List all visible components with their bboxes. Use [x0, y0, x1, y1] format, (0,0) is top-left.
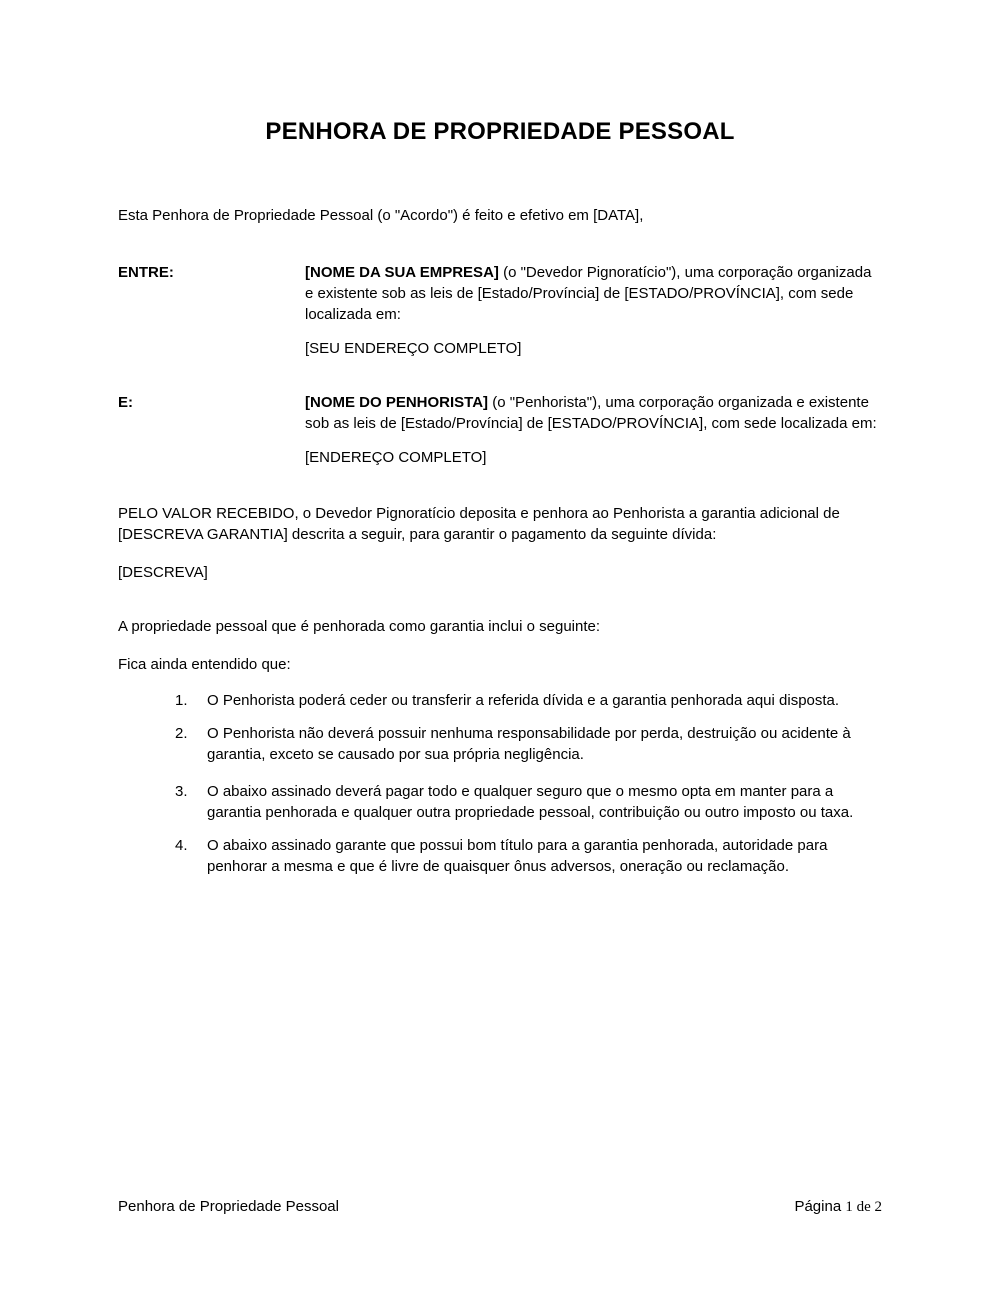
- property-clause: A propriedade pessoal que é penhorada como garantia inclui o seguinte:: [118, 618, 601, 635]
- party-e-row: [118, 392, 882, 434]
- party-e-text: (o "Penhorista"), uma corporação organizada e existente sob as leis de [Estado/Província] de [ESTADO/PROVÍNCIA], com sede localizada em:: [305, 394, 877, 432]
- document-content: [118, 0, 882, 877]
- list-item-text: O abaixo assinado deverá pagar todo e qualquer seguro que o mesmo opta em manter para a garantia penhorada e qualquer outra propriedade pessoal, contribuição ou outro imposto ou taxa.: [207, 783, 854, 821]
- party-e-description: [305, 392, 881, 434]
- list-item: [175, 781, 882, 823]
- party-entre-row: [118, 262, 882, 325]
- page-title: PENHORA DE PROPRIEDADE PESSOAL: [265, 118, 735, 145]
- footer-document-name: Penhora de Propriedade Pessoal: [118, 1198, 339, 1215]
- party-entre-label: ENTRE:: [118, 264, 174, 281]
- value-received-clause: PELO VALOR RECEBIDO, o Devedor Pignoratício deposita e penhora ao Penhorista a garantia adicional de [DESCREVA GARANTIA] descrita a seguir, para garantir o pagamento da seguinte dívida:: [118, 505, 840, 543]
- understood-clause: Fica ainda entendido que:: [118, 656, 291, 673]
- list-item: [175, 835, 882, 877]
- describe-placeholder: [DESCREVA]: [118, 564, 208, 581]
- page-footer: [118, 1196, 882, 1218]
- party-entre-description: [305, 262, 881, 325]
- party-e-label: E:: [118, 394, 133, 411]
- footer-page-label: Página: [794, 1198, 846, 1215]
- list-item-number: 3.: [175, 783, 188, 800]
- list-item-text: O abaixo assinado garante que possui bom título para a garantia penhorada, autoridade para penhorar a mesma e que é livre de quaisquer ônus adversos, oneração ou reclamação.: [207, 837, 828, 875]
- list-item-text: O Penhorista poderá ceder ou transferir a referida dívida e a garantia penhorada aqui disposta.: [207, 692, 840, 709]
- list-item-number: 2.: [175, 725, 188, 742]
- list-item: [175, 723, 882, 765]
- party-entre-text: (o "Devedor Pignoratício"), uma corporação organizada e existente sob as leis de [Estado/Província] de [ESTADO/PROVÍNCIA], com sede localizada em:: [305, 264, 872, 323]
- list-item: [175, 690, 882, 711]
- party-e-address-placeholder: [ENDEREÇO COMPLETO]: [305, 449, 487, 466]
- list-item-number: 4.: [175, 837, 188, 854]
- party-entre-name-placeholder: [NOME DA SUA EMPRESA]: [305, 264, 499, 281]
- intro-paragraph: Esta Penhora de Propriedade Pessoal (o "Acordo") é feito e efetivo em [DATA],: [118, 207, 644, 224]
- list-item-number: 1.: [175, 692, 188, 709]
- numbered-list: [118, 690, 882, 877]
- party-e-name-placeholder: [NOME DO PENHORISTA]: [305, 394, 489, 411]
- party-entre-address-placeholder: [SEU ENDEREÇO COMPLETO]: [305, 340, 522, 357]
- footer-page-number: [794, 1196, 882, 1218]
- list-item-text: O Penhorista não deverá possuir nenhuma responsabilidade por perda, destruição ou acidente à garantia, exceto se causado por sua própria negligência.: [207, 725, 851, 763]
- footer-page-value: 1 de 2: [845, 1199, 882, 1215]
